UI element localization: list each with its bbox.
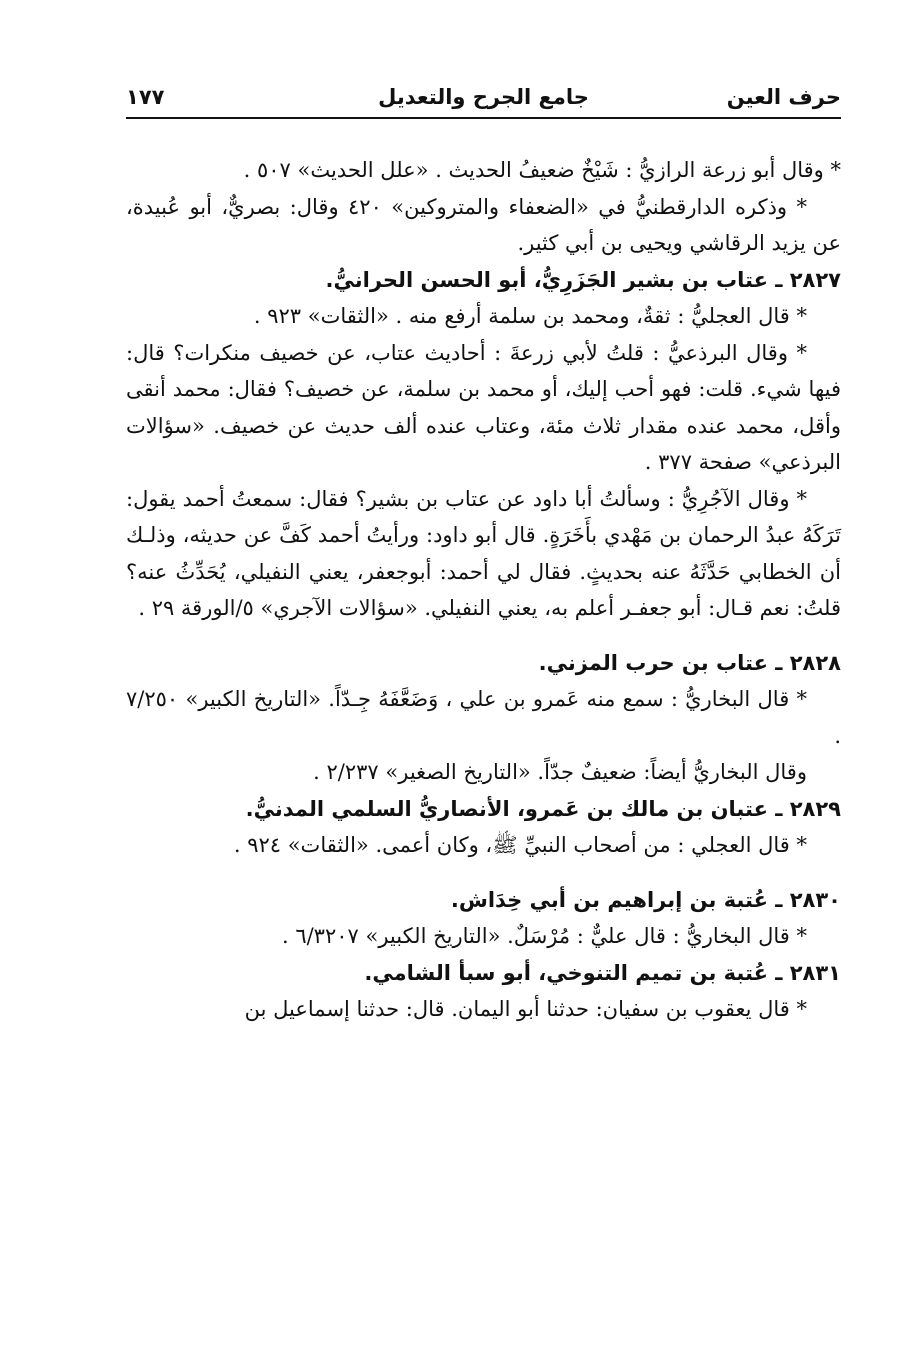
book-title: جامع الجرح والتعديل — [378, 85, 589, 109]
paragraph: وقال البخاريُّ أيضاً: ضعيفٌ جدّاً. «التاريخ الصغير» ٢/٢٣٧ . — [313, 760, 807, 784]
paragraph: * قال يعقوب بن سفيان: حدثنا أبو اليمان. قال: حدثنا إسماعيل بن — [244, 997, 807, 1021]
entry-heading: ٢٨٢٩ ـ عتبان بن مالك بن عَمرو، الأنصاريُّ السلمي المدنيُّ. — [245, 796, 841, 821]
paragraph: * وقال الآجُرِيُّ : وسألتُ أبا داود عن عتاب بن بشير؟ فقال: سمعتُ أحمد يقول: تَرَكَهُ عبدُ الرحمان بن مَهْدي بأَخَرَةٍ. قال أبو داود: ورأيتُ أحمد كَفَّ عن حديثه، وذلـك أن الخطابي حَدَّثَهُ عنه بحديثٍ. فقال لي أحمد: أبوجعفر، يعني النفيلي، يُحَدِّثُ عنه؟ قلتُ: نعم قـال: أبو جعفـر أعلم به، يعني النفيلي. «سؤالات الآجري» ٥/الورقة ٢٩ . — [126, 486, 841, 620]
entry-heading: ٢٨٣١ ـ عُتبة بن تميم التنوخي، أبو سبأ الشامي. — [364, 960, 841, 985]
running-header — [126, 80, 841, 114]
header-rule — [126, 117, 841, 119]
chapter-title: حرف العين — [726, 85, 841, 109]
paragraph: * وقال البرذعيُّ : قلتُ لأبي زرعةَ : أحاديث عتاب، عن خصيف منكرات؟ قال: فيها شيء. قلت: فهو أحب إليك، أو محمد بن سلمة، عن خصيف؟ فقال: محمد أنقى وأقل، محمد عنده مقدار ثلاث مئة، وعتاب عنده ألف حديث عن خصيف. «سؤالات البرذعي» صفحة ٣٧٧ . — [126, 340, 841, 474]
entry-heading: ٢٨٢٧ ـ عتاب بن بشير الجَزَرِيُّ، أبو الحسن الحرانيُّ. — [325, 267, 841, 292]
paragraph: * قال البخاريُّ : قال عليٌّ : مُرْسَلٌ. «التاريخ الكبير» ٦/٣٢٠٧ . — [281, 924, 807, 948]
paragraph: * قال البخاريُّ : سمع منه عَمرو بن علي ، وَضَعَّفَهُ جِـدّاً. «التاريخ الكبير» ٧/٢٥٠ . — [126, 687, 841, 748]
paragraph: * وقال أبو زرعة الرازيُّ : شَيْخٌ ضعيفُ الحديث . «علل الحديث» ٥٠٧ . — [243, 158, 841, 182]
page-number: ١٧٧ — [126, 85, 165, 109]
entry-heading: ٢٨٣٠ ـ عُتبة بن إبراهيم بن أبي خِدَاش. — [450, 887, 841, 912]
paragraph: * وذكره الدارقطنيُّ في «الضعفاء والمتروكين» ٤٢٠ وقال: بصريٌّ، أبو عُبيدة، عن يزيد الرقاشي ويحيى بن أبي كثير. — [126, 194, 841, 255]
entry-heading: ٢٨٢٨ ـ عتاب بن حرب المزني. — [538, 650, 841, 675]
paragraph: * قال العجلي : من أصحاب النبيِّ ﷺ، وكان أعمى. «الثقات» ٩٢٤ . — [233, 833, 807, 857]
page-body — [126, 152, 841, 1028]
paragraph: * قال العجليُّ : ثقةٌ، ومحمد بن سلمة أرفع منه . «الثقات» ٩٢٣ . — [253, 304, 807, 328]
